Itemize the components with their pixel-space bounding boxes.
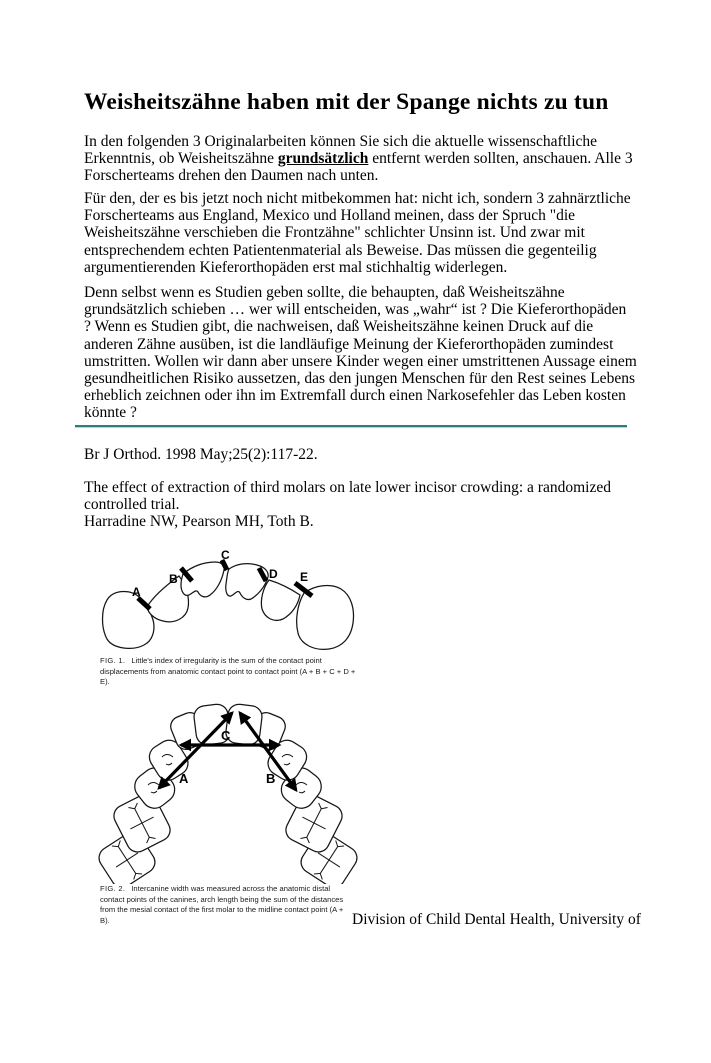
tooth-outline-right-canine: [297, 586, 354, 650]
fig2-arch-diagram: [95, 702, 360, 884]
point-label-e: E: [300, 570, 309, 584]
fig1-teeth-diagram: [98, 548, 358, 658]
figure-1-caption-text: Little's index of irregularity is the sum of the contact point displacements from anatomic contact point to contact point (A + B + C + D + E).: [100, 656, 356, 687]
intro-text-after: entfernt werden sollten, anschauen. Alle 3 Forscherteams drehen den Daumen nach unten.: [84, 150, 633, 185]
arch-label-c: C: [221, 728, 231, 743]
paragraph-research-teams: Für den, der es bis jetzt noch nicht mitbekommen hat: nicht ich, sondern 3 zahnärztliche Forscherteams aus England, Mexico und Holland meinen, dass der Spruch "die Weisheitszähne verschieben die Frontzähne" schlichter Unsinn ist. Und zwar mit entsprechendem echten Patientenmaterial als Beweise. Das müssen die gegenteilig argumentierenden Kieferorthopäden erst mal stichhaltig widerlegen.: [84, 190, 631, 276]
paragraph-discussion: Denn selbst wenn es Studien geben sollte, die behaupten, daß Weisheitszähne grundsätzlich schieben … wer will entscheiden, was „wahr“ ist ? Die Kieferorthopäden ? Wenn es Studien gibt, die nachweisen, daß Weisheitszähne keinen Druck auf die anderen Zähne ausüben, ist die landläufige Meinung der Kieferorthopäden zumindest umstritten. Wollen wir dann aber unsere Kinder wegen einer umstrittenen Aussage einem gesundheitlichen Risiko aussetzen, das den jungen Menschen für den Rest seines Lebens erheblich zeichnen oder ihn im Extremfall durch einen Narkosefehler das Leben kosten könnte ?: [84, 284, 637, 422]
figure-2-caption: [100, 884, 352, 926]
figure-2-caption-text: Intercanine width was measured across the anatomic distal contact points of the canines, arch length being the sum of the distances from the mesial contact of the first molar to the midline contact point (A + B).: [100, 884, 344, 925]
arch-label-a: A: [179, 771, 189, 786]
figure-1-label: FIG. 1.: [100, 656, 126, 665]
point-label-c: C: [221, 548, 230, 562]
point-label-d: D: [269, 567, 278, 581]
emphasis-grundsaetzlich: grundsätzlich: [277, 150, 369, 168]
point-label-b: B: [169, 572, 178, 586]
article-affiliation: Division of Child Dental Health, University of: [352, 911, 641, 928]
page-title: Weisheitszähne haben mit der Spange nichts zu tun: [84, 89, 609, 115]
intro-text-before: In den folgenden 3 Originalarbeiten können Sie sich die aktuelle wissenschaftliche Erkenntnis, ob Weisheitszähne: [84, 133, 598, 168]
article-authors: Harradine NW, Pearson MH, Toth B.: [84, 513, 314, 531]
intro-paragraph: [84, 133, 637, 185]
tooth-outline-left-canine: [103, 591, 154, 648]
journal-citation: Br J Orthod. 1998 May;25(2):117-22.: [84, 446, 318, 463]
study-reference-block: [84, 479, 637, 531]
arch-premolars-canines: [130, 736, 327, 814]
arch-label-b: B: [266, 771, 276, 786]
section-divider: [75, 425, 627, 428]
tooth-outline-right-lateral: [261, 580, 300, 620]
figure-1-caption: [100, 656, 360, 688]
arch-molars: [95, 790, 360, 884]
figure-2-label: FIG. 2.: [100, 884, 126, 893]
article-title: The effect of extraction of third molars on late lower incisor crowding: a randomized controlled trial.: [84, 479, 611, 514]
point-label-a: A: [132, 585, 141, 599]
